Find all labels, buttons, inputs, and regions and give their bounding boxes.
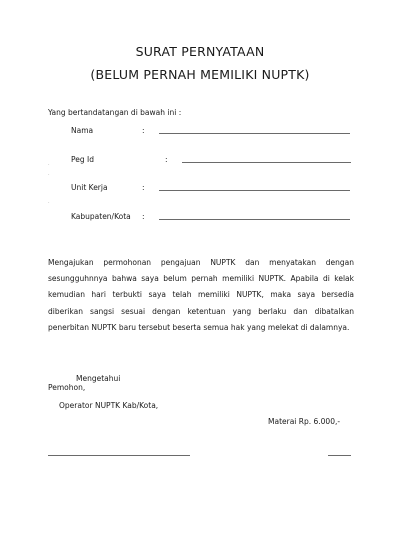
field-colon-kabupaten-kota: : [142,212,145,221]
acknowledged-label: Mengetahui [76,374,121,383]
document-title: SURAT PERNYATAAN [135,44,265,59]
bullet-marker: · [48,200,50,206]
field-label-peg-id: Peg Id [71,155,94,164]
field-line-kabupaten-kota [159,219,350,220]
field-label-kabupaten-kota: Kabupaten/Kota [71,212,131,221]
field-colon-peg-id: : [165,155,168,164]
stamp-duty-label: Materai Rp. 6.000,- [268,417,341,426]
field-line-peg-id [182,162,351,163]
operator-label: Operator NUPTK Kab/Kota, [59,401,159,410]
statement-paragraph: Mengajukan permohonan pengajuan NUPTK dan menyatakan dengan sesungguhnnya bahwa saya belum pernah memiliki NUPTK. Apabila di kelak kemudian hari terbukti saya telah memiliki NUPTK, maka saya bersedia diberikan sangsi sesuai dengan ketentuan yang berlaku dan dibatalkan penerbitan NUPTK baru tersebut beserta semua hak yang melekat di dalamnya. [48,258,354,332]
field-colon-unit-kerja: : [142,183,145,192]
field-line-unit-kerja [159,190,350,191]
applicant-label: Pemohon, [48,383,86,392]
bullet-marker: · [48,172,50,178]
applicant-signature-line [328,455,351,456]
field-label-unit-kerja: Unit Kerja [71,183,108,192]
operator-signature-line [48,455,190,456]
intro-text: Yang bertandatangan di bawah ini : [48,108,182,117]
document-subtitle: (BELUM PERNAH MEMILIKI NUPTK) [90,67,310,82]
field-line-nama [159,133,350,134]
bullet-marker: · [48,162,50,168]
field-colon-nama: : [142,126,145,135]
field-label-nama: Nama [71,126,94,135]
